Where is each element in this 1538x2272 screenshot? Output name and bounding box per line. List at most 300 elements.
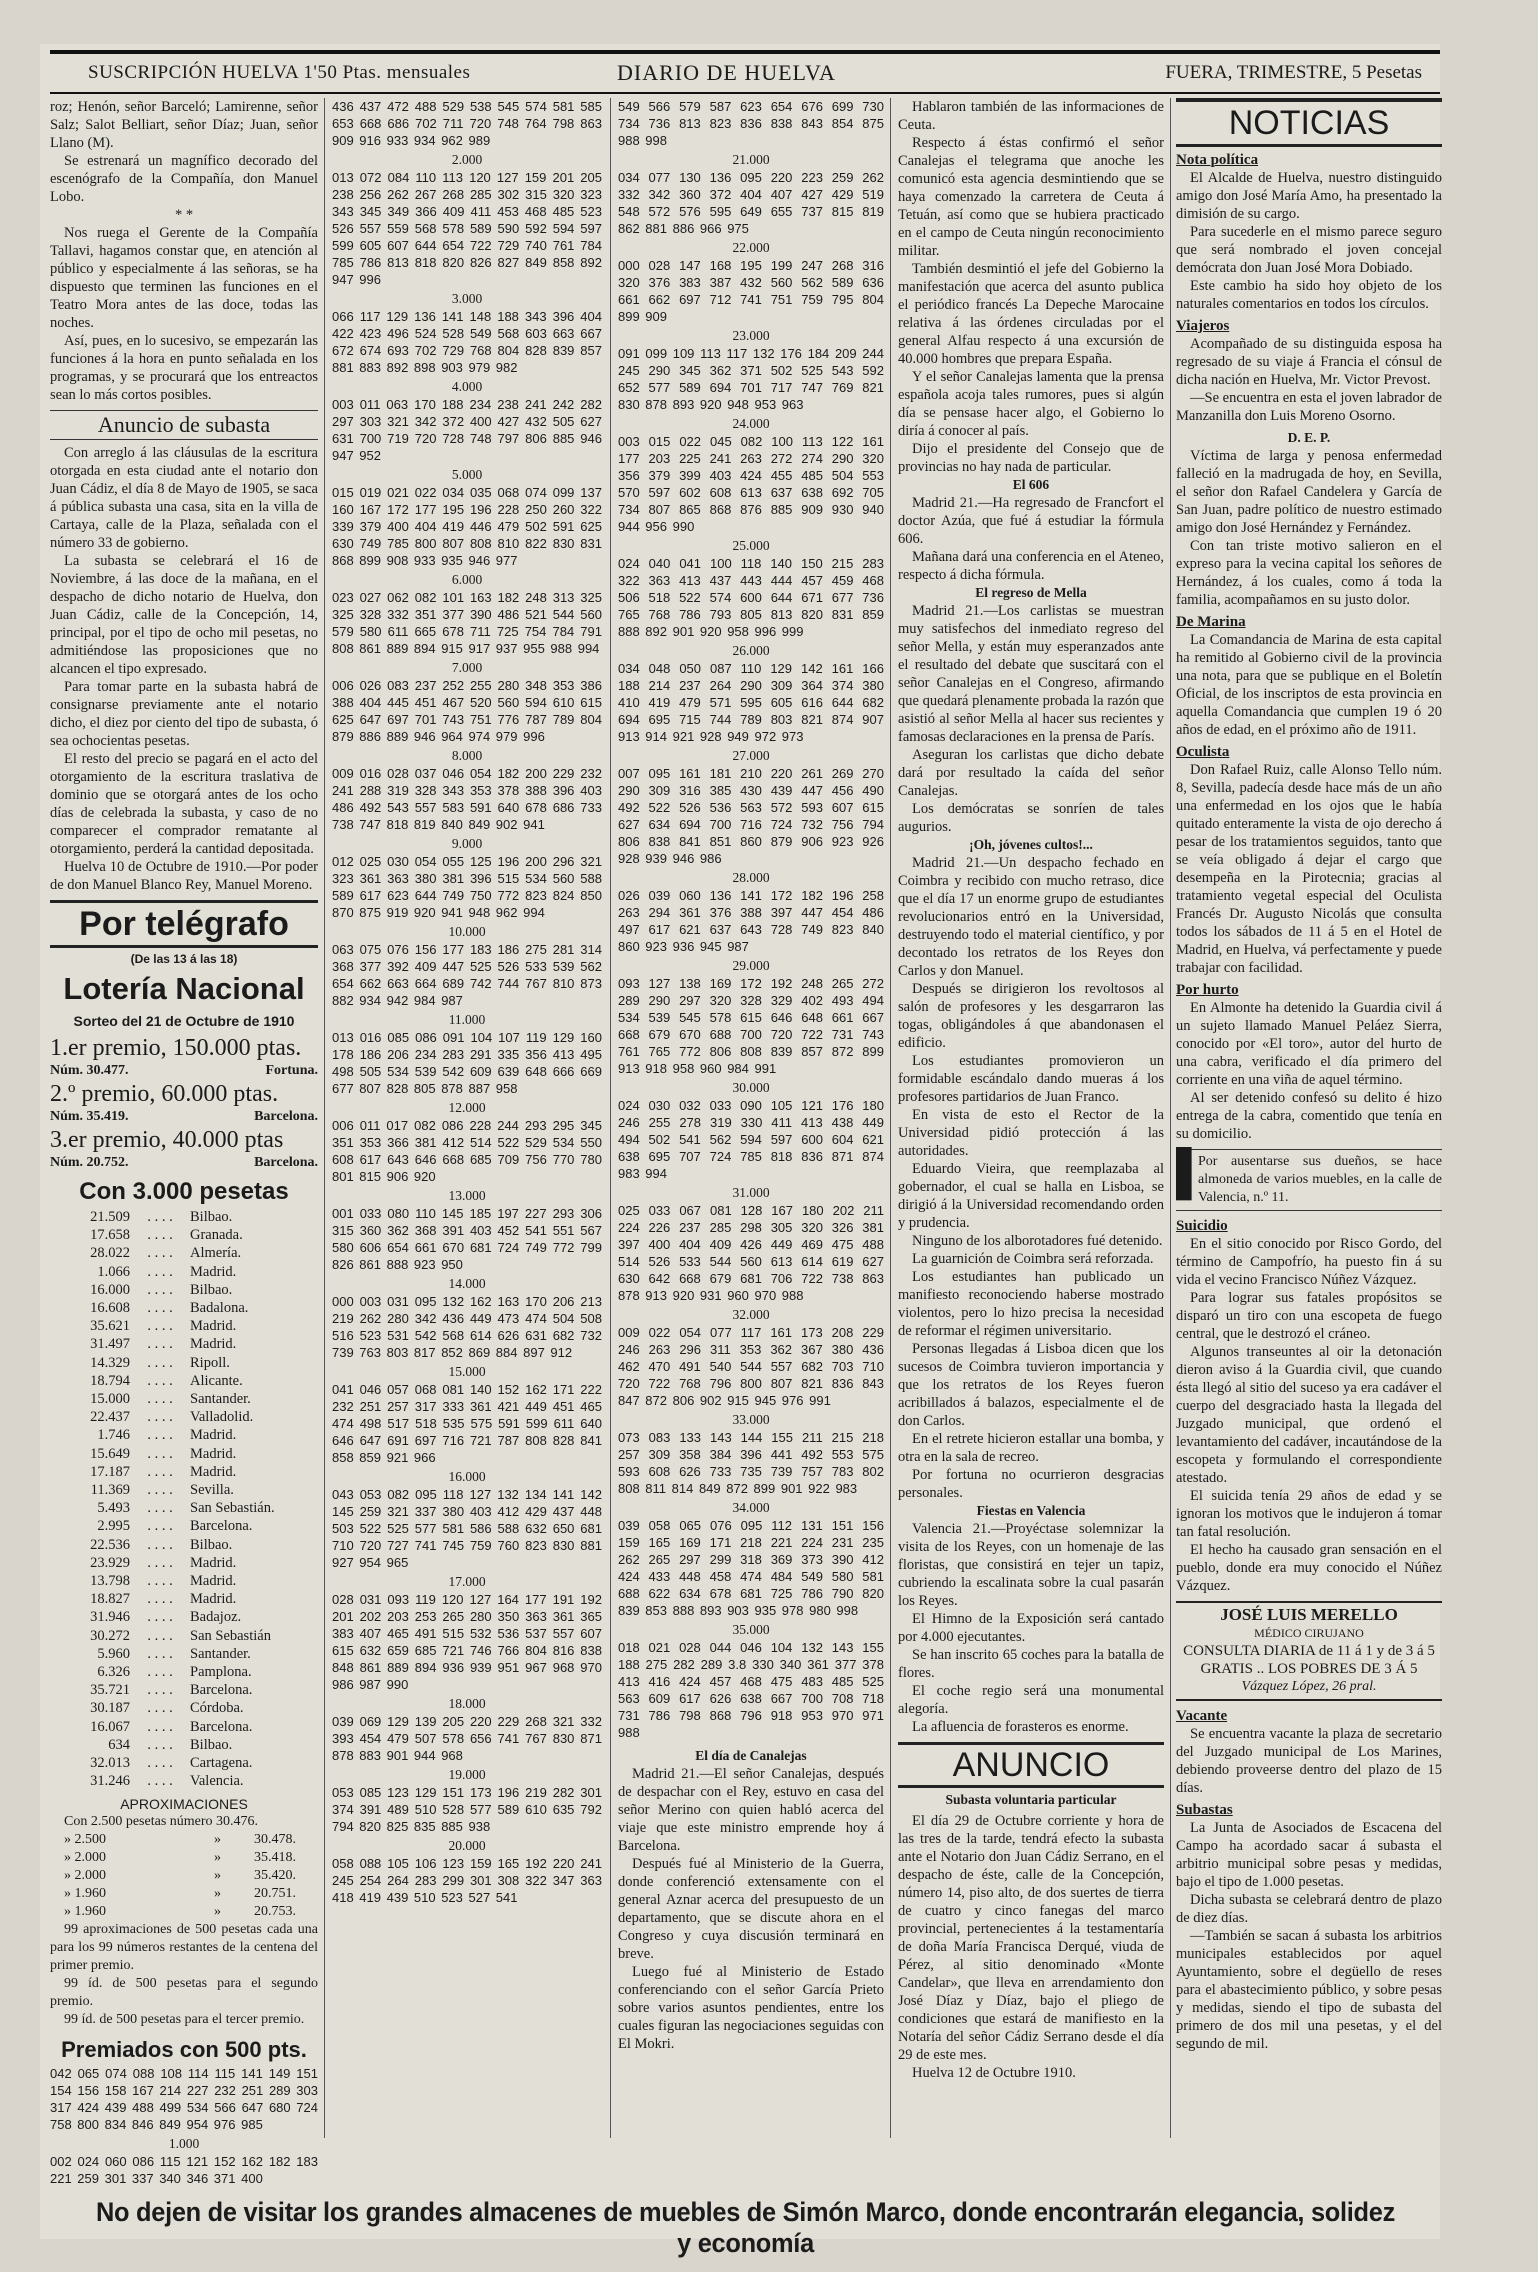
aprox-number: 30.478. [254,1831,296,1847]
winner-number: 2.995 [97,1518,130,1535]
almoneda-notice [1176,1149,1442,1211]
leader-dots: . . . . [147,1354,173,1371]
number-block: 024 030 032 033 090 105 121 176 180 246 255 278 319 330 411 413 438 449 494 502 541 562 594 597 600 604 621 638 695 707 724 785 818 836 871 874 983 994 [618,1098,884,1181]
paragraph: El coche regio será una monumental alegoría. [898,1683,1164,1717]
paragraph: Eduardo Vieira, que reemplazaba al gobernador, el cual se halla en Lisboa, se dirigió á la Universidad recomendando orden y prudencia. [898,1161,1164,1231]
leader-dots: . . . . [147,1591,173,1608]
mella-heading: El regreso de Mella [975,585,1087,600]
column-3 [618,98,884,2138]
doctor-hours: CONSULTA DIARIA de 11 á 1 y de 3 á 5 [1183,1643,1435,1659]
winner-number: 28.022 [90,1245,130,1262]
winner-row [50,1354,318,1372]
thousand-heading: 21.000 [732,152,770,167]
winner-place: Madrid. [190,1427,237,1444]
winner-row [50,1663,318,1681]
paragraph: Para tomar parte en la subasta habrá de consignarse previamente ante el notario dicho, el diez por ciento del tipo de subasta, ó sea ochocientas pesetas. [50,679,318,749]
news-heading: Subastas [1176,1802,1233,1818]
winner-place: Madrid. [190,1263,237,1280]
winner-place: Cartagena. [190,1755,253,1772]
thousand-heading: 25.000 [732,538,770,553]
winner-number: 31.497 [90,1336,130,1353]
number-block: 007 095 161 181 210 220 261 269 270 290 309 316 385 430 439 447 456 490 492 522 526 536 563 572 593 607 615 627 634 694 700 716 724 732 756 794 806 838 841 851 860 879 906 923 926 928 939 946 986 [618,766,884,866]
thousand-heading: 14.000 [448,1276,486,1291]
loteria-heading: Lotería Nacional [63,971,305,1006]
leader-dots: . . . . [147,1227,173,1244]
aprox-number: 35.420. [254,1867,296,1883]
winner-row [50,1372,318,1390]
paragraph: Víctima de larga y penosa enfermedad falleció en la madrugada de hoy, en Sevilla, el señor don Rafael Candelera y García de San Juan, padre político de nuestro estimado amigo don José Hernández y Fernández. [1176,448,1442,536]
winner-row [50,1299,318,1317]
subscription-local: SUSCRIPCIÓN HUELVA 1'50 Ptas. mensuales [88,62,471,83]
winner-place: Barcelona. [190,1682,253,1699]
606-article [898,494,1164,584]
number-block: 039 069 129 139 205 220 229 268 321 332 393 454 479 507 578 656 741 767 830 871 878 883 901 944 968 [332,1714,602,1763]
paragraph: El Alcalde de Huelva, nuestro distinguido amigo don José María Amo, ha presentado la dimisión de su cargo. [1176,170,1442,222]
prize-title: 3.er premio, 40.000 ptas [50,1127,284,1153]
winner-place: Madrid. [190,1445,237,1462]
winner-row [50,1645,318,1663]
number-block: 012 025 030 054 055 125 196 200 296 321 323 361 363 380 381 396 515 534 560 588 589 617 623 644 749 750 772 823 824 850 870 875 919 920 941 948 962 994 [332,854,602,920]
winner-place: Bilbao. [190,1281,233,1298]
premiados-numbers: 002 024 060 086 115 121 152 162 182 183 221 259 301 337 340 346 371 400 [50,2153,318,2186]
winner-place: Madrid. [190,1336,237,1353]
thousand-heading: 32.000 [732,1307,770,1322]
number-block: 013 016 085 086 091 104 107 119 129 160 178 186 206 234 283 291 335 356 413 495 498 505 534 539 542 609 639 648 666 669 677 807 828 805 878 887 958 [332,1030,602,1096]
leader-dots: . . . . [147,1336,173,1353]
leader-dots: . . . . [147,1736,173,1753]
number-block: 024 040 041 100 118 140 150 215 283 322 363 413 437 443 444 457 459 468 506 518 522 574 600 644 671 677 736 765 768 786 793 805 813 820 831 859 888 892 901 920 958 996 999 [618,556,884,639]
number-block: 000 003 031 095 132 162 163 170 206 213 219 262 280 342 436 449 473 474 504 508 516 523 531 542 568 614 626 631 682 732 739 763 803 817 852 869 884 897 912 [332,1294,602,1360]
winner-row [50,1572,318,1590]
leader-dots: . . . . [147,1627,173,1644]
paragraph: Por fortuna no ocurrieron desgracias personales. [898,1467,1164,1501]
leader-dots: . . . . [147,1318,173,1335]
number-block: 028 031 093 119 120 127 164 177 191 192 201 202 203 253 265 280 350 363 361 365 383 407 465 491 515 532 536 537 557 607 615 632 659 685 721 746 766 804 816 838 848 861 889 894 936 939 951 967 968 970 986 987 990 [332,1592,602,1692]
leader-dots: . . . . [147,1773,173,1790]
paragraph: Respecto á éstas confirmó el señor Canalejas el telegrama que anoche les comunicó esta agencia desmintiendo que se haya comenzado la carretera de Ceuta á Tetuán, así como que se hubiera practicado en el campo de Ceuta ningún reconocimiento militar. [898,135,1164,259]
winner-row [50,1699,318,1717]
number-block: 003 015 022 045 082 100 113 122 161 177 203 225 241 263 272 274 290 320 356 379 399 403 424 455 485 504 553 570 597 602 608 613 637 638 692 705 734 807 865 868 876 885 909 930 940 944 956 990 [618,434,884,534]
thousand-heading: 33.000 [732,1412,770,1427]
aprox-number: 20.753. [254,1903,296,1919]
606-heading: El 606 [1012,477,1050,492]
winner-row [50,1627,318,1645]
aprox-amount: » 1.960 [64,1903,106,1919]
thousand-heading: 29.000 [732,958,770,973]
doctor-ad [1176,1601,1442,1701]
leader-dots: . . . . [147,1372,173,1389]
paragraph: —Se encuentra en esta el joven labrador de Manzanilla don Luis Moreno Osorno. [1176,390,1442,424]
aprox-list [50,1831,318,1921]
aprox-intro: Con 2.500 pesetas número 30.476. [64,1813,259,1829]
winner-place: Madrid. [190,1591,237,1608]
paragraph: El resto del precio se pagará en el acto del otorgamiento de la escritura traslativa de dominio que se otorgará antes de los ocho días de celebrada la subasta, y caso de no comparecer el comprador rematante al otorgamiento, perderá la cantidad depositada. [50,751,318,857]
prize-row [50,1154,318,1172]
leader-dots: . . . . [147,1300,173,1317]
leader-dots: . . . . [147,1263,173,1280]
leader-dots: . . . . [147,1482,173,1499]
thousand-heading: 30.000 [732,1080,770,1095]
winner-row [50,1463,318,1481]
winner-row [50,1681,318,1699]
news-heading: Nota política [1176,152,1259,168]
winner-place: Badalona. [190,1300,249,1317]
winner-place: Barcelona. [190,1718,253,1735]
jovenes-heading: ¡Oh, jóvenes cultos!... [969,837,1093,852]
ceuta-article [898,98,1164,476]
thousand-heading: 16.000 [448,1469,486,1484]
winner-row [50,1408,318,1426]
paragraph: La subasta se celebrará el 16 de Noviembre, á las doce de la mañana, en el despacho de dicho notario de Huelva, don Juan Cádiz, calle de la Concepción, 14, principal, por el tipo de ocho mil pesetas, no admitiéndose las proposiciones que no alcancen el tipo expresado. [50,553,318,677]
subasta-notice [50,444,318,894]
prize-title: 1.er premio, 150.000 ptas. [50,1035,302,1061]
winner-number: 6.326 [97,1664,130,1681]
paragraph: Luego fué al Ministerio de Estado conferenciando con el señor García Prieto sobre varios asuntos pendientes, entre los cuales figuran las negociaciones seguidas con El Mokri. [618,1964,884,2052]
canalejas-heading: El día de Canalejas [695,1748,807,1763]
number-block: 015 019 021 022 034 035 068 074 099 137 160 167 172 177 195 196 228 250 260 322 339 379 400 404 419 446 479 502 591 625 630 749 785 800 807 808 810 822 830 831 868 899 908 933 935 946 977 [332,485,602,568]
paragraph: La Comandancia de Marina de esta capital ha remitido al Gobierno civil de la provincia una nota, para que se publique en el Boletín Oficial, de los inscriptos de esta provincia en aquella Comandancia que cumplen 19 ó 20 años de edad, en el próximo año de 1911. [1176,632,1442,738]
paragraph: Para sucederle en el mismo parece seguro que será nombrado el joven concejal demócrata don Juan José Mora Dobiado. [1176,224,1442,276]
thousand-heading: 11.000 [448,1012,486,1027]
paragraph: La Junta de Asociados de Escacena del Campo ha acordado sacar á subasta el arbitrio municipal sobre pesas y medidas, bajo el tipo de 1.000 pesetas. [1176,1820,1442,1890]
winner-number: 30.272 [90,1627,130,1644]
leader-dots: . . . . [147,1391,173,1408]
number-block: 066 117 129 136 141 148 188 343 396 404 422 423 496 524 528 549 568 603 663 667 672 674 693 702 729 768 804 828 839 857 881 883 892 898 903 979 982 [332,309,602,375]
aprox-heading: APROXIMACIONES [120,1795,248,1812]
winner-number: 1.066 [97,1263,130,1280]
doctor-address: Vázquez López, 26 pral. [1241,1679,1377,1694]
thousand-heading: 12.000 [448,1100,486,1115]
column-2-lottery-numbers [332,98,602,2138]
winner-number: 18.827 [90,1591,130,1608]
number-block: 013 072 084 110 113 120 127 159 201 205 238 256 262 267 268 285 302 315 320 323 343 345 349 366 409 411 453 468 485 523 526 557 559 568 578 589 590 592 594 597 599 605 607 644 654 722 729 740 761 784 785 786 813 818 820 826 827 849 858 892 947 996 [332,170,602,287]
number-block: 006 011 017 082 086 228 244 293 295 345 351 353 366 381 412 514 522 529 534 550 608 617 643 646 668 685 709 756 770 780 801 815 906 920 [332,1118,602,1184]
leader-dots: . . . . [147,1518,173,1535]
winner-place: Sevilla. [190,1482,234,1499]
paragraph: Don Rafael Ruiz, calle Alonso Tello núm. 8, Sevilla, padecía desde hace más de un año una enfermedad en los ojos que le había quitado enteramente la vista de ojo derecho á pesar de los tratamientos seguidos, tanto que se veía obligado á dejar el cargo que desempeña en la Pirotecnia; gracias al tratamiento vegetal especial del Oculista Francés Dr. Augusto Nicolás que consulta todos los sábados de 11 á 5 en el Hotel de Madrid, en Huelva, vá perfectamente y puede trabajar con facilidad. [1176,762,1442,976]
aprox-amount: » 1.960 [64,1885,106,1901]
con-3000-heading: Con 3.000 pesetas [79,1178,289,1205]
number-block: 034 077 130 136 095 220 223 259 262 332 342 360 372 404 407 427 429 519 548 572 576 595 649 655 737 815 819 862 881 886 966 975 [618,170,884,236]
prize-place: Barcelona. [254,1109,318,1124]
winner-row [50,1608,318,1626]
paragraph: Nos ruega el Gerente de la Compañía Tallavi, hagamos constar que, en atención al público y especialmente á las señoras, se ha dispuesto que terminen las funciones en el Teatro Mora antes de las doce, todas las noches. [50,225,318,331]
winner-place: Córdoba. [190,1700,244,1717]
winner-place: Valladolid. [190,1409,254,1426]
winner-place: Barcelona. [190,1518,253,1535]
telegrafo-hours: (De las 13 á las 18) [130,952,238,966]
paragraph: El hecho ha causado gran sensación en el pueblo, donde era muy conocido el Núñez Vázquez. [1176,1542,1442,1594]
winner-row [50,1736,318,1754]
winner-row [50,1244,318,1262]
subasta-heading: Anuncio de subasta [50,410,318,440]
thousand-heading: 19.000 [448,1767,486,1782]
number-block: 023 027 062 082 101 163 182 248 313 325 325 328 332 351 377 390 486 521 544 560 579 580 611 665 678 711 725 754 784 791 808 861 889 894 915 917 937 955 988 994 [332,590,602,656]
winner-number: 30.187 [90,1700,130,1717]
column-rule [324,98,325,2138]
paragraph: El suicida tenía 29 años de edad y se ignoran los motivos que le indujeron á tomar tan fatal resolución. [1176,1488,1442,1540]
prize-place: Barcelona. [254,1155,318,1170]
prize-number: Núm. 20.752. [50,1155,129,1170]
thousand-heading: 27.000 [732,748,770,763]
thousand-heading: 18.000 [448,1696,486,1711]
leader-dots: . . . . [147,1409,173,1426]
paragraph: —También se sacan á subasta los arbitrios municipales establecidos por aquel Ayuntamiento, sobre el degüello de reses para el abastecimiento público, y sobre pesas y medidas, siendo el tipo de subasta del primero de dos mil una pesetas, y el del segundo de mil. [1176,1928,1442,2052]
news-items [1176,1707,1442,2053]
leader-dots: . . . . [147,1645,173,1662]
winner-number: 21.509 [90,1209,130,1225]
premiados-500-heading: Premiados con 500 pts. [61,2036,307,2062]
number-block: 039 058 065 076 095 112 131 151 156 159 165 169 171 218 221 224 231 235 262 265 297 299 318 369 373 390 412 424 433 448 458 474 484 549 580 581 688 622 634 678 681 725 786 790 820 839 853 888 893 903 935 978 980 998 [618,1518,884,1618]
winner-number: 634 [108,1736,130,1753]
news-heading: Suicidio [1176,1218,1228,1234]
aprox-number: 20.751. [254,1885,296,1901]
paragraph: Con tan triste motivo salieron en el expreso para la vecina capital los señores de Hernández, á los cuales, como á toda la familia, acompañamos en su justo dolor. [1176,538,1442,608]
paragraph: El día 29 de Octubre corriente y hora de las tres de la tarde, tendrá efecto la subasta ante el Notario don Juan Cádiz Serrano, en el despacho de éste, calle de la Concepción, número 14, piso alto, de dos suertes de tierra de cuatro y cinco fanegas del marco provincial, pertenecientes á la testamentaría de doña María Francisca Derqué, viuda de Pérez, al sitio denominado «Monte Candelar», que lleva en arrendamiento don José Díaz y Díaz, bajo el pliego de condiciones que estará de manifiesto en la Notaría del señor Cádiz Serrano desde el día 29 de este mes. [898,1813,1164,2063]
winner-place: Pamplona. [190,1664,252,1681]
number-block: 073 083 133 143 144 155 211 215 218 257 309 358 384 396 441 492 553 575 593 608 626 733 735 739 757 783 802 808 811 814 849 872 899 901 922 983 [618,1430,884,1496]
winner-number: 35.621 [90,1318,130,1335]
winner-row [50,1335,318,1353]
paragraph: En vista de esto el Rector de la Universidad pidió protección á las autoridades. [898,1107,1164,1159]
winner-place: Madrid. [190,1463,237,1480]
winner-row [50,1590,318,1608]
paragraph: Valencia 21.—Proyéctase solemnizar la visita de los Reyes, con un homenaje de las floristas, que consistirá en tejer un tapiz, cubriendo la escalinata sobre la cual pasarán los Reyes. [898,1521,1164,1609]
winner-row [50,1226,318,1244]
winner-place: Santander. [190,1391,251,1408]
news-heading: D. E. P. [1287,430,1331,445]
winner-row [50,1481,318,1499]
aprox-number: 35.418. [254,1849,296,1865]
paragraph: Ninguno de los alborotadores fué detenido. [912,1233,1163,1249]
number-block: 091 099 109 113 117 132 176 184 209 244 245 290 345 362 371 502 525 543 592 652 577 589 694 701 717 747 769 821 830 878 893 920 948 953 963 [618,346,884,412]
masthead [50,50,1440,94]
prize-number: Núm. 35.419. [50,1109,129,1124]
winner-number: 18.794 [90,1372,130,1389]
noticias-heading: NOTICIAS [1228,104,1390,142]
thousand-heading: 17.000 [448,1574,486,1589]
coimbra-article [898,854,1164,1502]
prize-row [50,1062,318,1080]
thousand-heading: 3.000 [451,291,483,306]
winner-row [50,1772,318,1790]
valencia-heading: Fiestas en Valencia [976,1503,1086,1518]
winners-list [50,1208,318,1791]
aprox-row [50,1867,318,1885]
winner-place: San Sebastián. [190,1500,275,1517]
winner-number: 31.946 [90,1609,130,1626]
winner-number: 22.437 [90,1409,130,1426]
subasta-voluntaria-heading: Subasta voluntaria particular [945,1792,1117,1807]
paragraph: Este cambio ha sido hoy objeto de los naturales comentarios en todos los círculos. [1176,278,1442,312]
thousand-heading: 6.000 [451,572,483,587]
winner-number: 14.329 [90,1354,130,1371]
doctor-title: MÉDICO CIRUJANO [1254,1626,1364,1640]
winner-number: 32.013 [90,1755,130,1772]
number-block: 034 048 050 087 110 129 142 161 166 188 214 237 264 290 309 364 374 380 410 419 479 571 595 605 616 644 682 694 695 715 744 789 803 821 874 907 913 914 921 928 949 972 973 [618,661,884,744]
mella-article [898,602,1164,836]
winner-place: Badajoz. [190,1609,242,1626]
sorteo-date: Sorteo del 21 de Octubre de 1910 [73,1013,295,1029]
paragraph: Madrid 21.—Ha regresado de Francfort el doctor Azúa, que fué á estudiar la fórmula 606. [898,495,1164,547]
winner-place: Ripoll. [190,1354,230,1371]
paragraph: Se han inscrito 65 coches para la batalla de flores. [898,1647,1164,1681]
leader-dots: . . . . [147,1682,173,1699]
doctor-name: JOSÉ LUIS MERELLO [1220,1605,1398,1624]
aprox-note: 99 íd. de 500 pesetas para el segundo premio. [50,1975,318,2009]
winner-place: Almería. [190,1245,242,1262]
winner-number: 35.721 [90,1682,130,1699]
number-block: 043 053 082 095 118 127 132 134 141 142 145 259 321 337 380 403 412 429 437 448 503 522 525 577 581 586 588 632 650 681 710 720 727 741 745 759 760 823 830 881 927 954 965 [332,1487,602,1570]
leader-dots: . . . . [147,1664,173,1681]
number-block: 549 566 579 587 623 654 676 699 730 734 736 813 823 836 838 843 854 875 988 998 [618,99,884,148]
prize-row [50,1108,318,1126]
winner-place: Bilbao. [190,1536,233,1553]
winner-row [50,1517,318,1535]
aprox-note: 99 aproximaciones de 500 pesetas cada una para los 99 números restantes de la centena del primer premio. [50,1921,318,1973]
thousand-heading: 2.000 [451,152,483,167]
news-heading: Vacante [1176,1708,1228,1724]
thousand-heading: 7.000 [451,660,483,675]
leader-dots: . . . . [147,1554,173,1571]
theatre-notes [50,98,318,404]
thousand-heading: 34.000 [732,1500,770,1515]
thousand-heading: 9.000 [451,836,483,851]
thousand-heading: 15.000 [448,1364,486,1379]
aprox-row [50,1885,318,1903]
winner-number: 17.658 [90,1227,130,1244]
paragraph: En Almonte ha detenido la Guardia civil á un sujeto llamado Manuel Peláez Sierra, conocido por «El toro», autor del hurto de una cabra, verificado el día primero del corriente en una viña de aquel término. [1176,1000,1442,1088]
column-5 [1176,98,1442,2138]
aprox-amount: » 2.000 [64,1849,106,1865]
aprox-ditto: » [214,1831,221,1847]
winner-place: Alicante. [190,1372,243,1389]
valencia-article [898,1520,1164,1736]
paragraph: Hablaron también de las informaciones de Ceuta. [898,99,1164,133]
winner-place: Granada. [190,1227,243,1244]
thousand-heading: 13.000 [448,1188,486,1203]
winner-number: 11.369 [90,1482,130,1499]
winner-number: 23.929 [90,1554,130,1571]
thousand-heading: 1.000 [168,2135,200,2151]
news-heading: De Marina [1176,614,1246,630]
canalejas-article [618,1765,884,2053]
aprox-amount: » 2.500 [64,1831,106,1847]
number-block: 000 028 147 168 195 199 247 268 316 320 376 383 387 432 560 562 589 636 661 662 697 712 741 751 759 795 804 899 909 [618,258,884,324]
leader-dots: . . . . [147,1427,173,1444]
paragraph: Después fué al Ministerio de la Guerra, donde conferenció extensamente con el general Aznar acerca del presupuesto de un departamento, que se discute ahora en el Congreso y cuya discusión terminará en breve. [618,1856,884,1962]
paragraph: Con arreglo á las cláusulas de la escritura otorgada en esta ciudad ante el notario don Juan Cádiz, el día 8 de Mayo de 1905, se saca á pública subasta una casa, sita en la villa de Cartaya, calle de la Plaza, señalada con el número 33 de gobierno. [50,445,318,551]
leader-dots: . . . . [147,1609,173,1626]
aprox-ditto: » [214,1849,221,1865]
aprox-row [50,1831,318,1849]
winner-place: Bilbao. [190,1209,233,1225]
winner-number: 5.960 [97,1645,130,1662]
winner-row [50,1718,318,1736]
thousand-heading: 23.000 [732,328,770,343]
number-block: 053 085 123 129 151 173 196 219 282 301 374 391 489 510 528 577 589 610 635 792 794 820 825 835 885 938 [332,1785,602,1834]
column-rule [610,98,611,2138]
leader-dots: . . . . [147,1573,173,1590]
winner-number: 15.000 [90,1391,130,1408]
paragraph: En el retrete hicieron estallar una bomba, y otra en la sala de recreo. [898,1431,1164,1465]
prize-list [50,1034,318,1172]
winner-place: Madrid. [190,1573,237,1590]
paragraph: Huelva 10 de Octubre de 1910.—Por poder de don Manuel Blanco Rey, Manuel Moreno. [50,859,318,893]
thousand-heading: 4.000 [451,379,483,394]
thousand-heading: 5.000 [451,467,483,482]
winner-row [50,1426,318,1444]
paragraph: La afluencia de forasteros es enorme. [912,1719,1129,1735]
paragraph: Al ser detenido confesó su delito é hizo entrega de la cabra, comentido que tenía en su domicilio. [1176,1090,1442,1142]
thousand-heading: 24.000 [732,416,770,431]
thousand-heading: 10.000 [448,924,486,939]
aprox-ditto: » [214,1885,221,1901]
winner-place: Madrid. [190,1318,237,1335]
leader-dots: . . . . [147,1463,173,1480]
furniture-store-ad: No dejen de visitar los grandes almacenes de muebles de Simón Marco, donde encontrarán elegancia, solidez y economía [95,2197,1396,2258]
paragraph: Dijo el presidente del Consejo que de provincias no hay nada de particular. [898,441,1164,475]
paragraph: Mañana dará una conferencia en el Ateneo, respecto á dicha fórmula. [898,549,1164,583]
winner-place: Valencia. [190,1773,244,1790]
paragraph: Acompañado de su distinguida esposa ha regresado de su viaje á Francia el cónsul de dicha nación en Huelva, Mr. Victor Prevost. [1176,336,1442,388]
leader-dots: . . . . [147,1755,173,1772]
winner-row [50,1208,318,1226]
paragraph: La guarnición de Coimbra será reforzada. [912,1251,1154,1267]
paragraph: * * [174,207,194,223]
lottery-numbers [618,98,884,1741]
number-block: 018 021 028 044 046 104 132 143 155 188 275 282 289 3.8 330 340 361 377 378 413 416 424 457 468 475 483 485 525 563 609 617 626 638 667 700 708 718 731 786 798 868 796 918 953 970 971 988 [618,1640,884,1740]
thousand-heading: 35.000 [732,1622,770,1637]
paragraph: El Himno de la Exposición será cantado por 4.000 ejecutantes. [898,1611,1164,1645]
news-items [1176,151,1442,1143]
leader-dots: . . . . [147,1445,173,1462]
aprox-amount: » 2.000 [64,1867,106,1883]
paragraph: Personas llegadas á Lisboa dicen que los sucesos de Coimbra tuvieron importancia y que los retratos de los Reyes fueron acribillados á balazos, especialmente el de don Carlos. [898,1341,1164,1429]
winner-number: 17.187 [90,1463,130,1480]
leader-dots: . . . . [147,1281,173,1298]
paragraph: Se encuentra vacante la plaza de secretario del Juzgado municipal de Los Marines, debiendo proveerse dentro del plazo de 15 días. [1176,1726,1442,1796]
leader-dots: . . . . [147,1500,173,1517]
number-block: 025 033 067 081 128 167 180 202 211 224 226 237 285 298 305 320 326 381 397 400 404 409 426 449 469 475 488 514 526 533 544 560 613 614 619 627 630 642 668 679 681 706 722 738 863 878 913 920 931 960 970 988 [618,1203,884,1303]
subscription-outside: FUERA, TRIMESTRE, 5 Pesetas [1165,62,1422,83]
winner-number: 31.246 [90,1773,130,1790]
winner-row [50,1499,318,1517]
paragraph: Huelva 12 de Octubre 1910. [912,2065,1076,2081]
news-items [1176,1217,1442,1595]
paragraph: Los demócratas se sonríen de tales augurios. [898,801,1164,835]
column-1 [50,98,318,2186]
leader-dots: . . . . [147,1700,173,1717]
number-block: 026 039 060 136 141 172 182 196 258 263 294 361 376 388 397 447 454 486 497 617 621 637 643 728 749 823 840 860 923 936 945 987 [618,888,884,954]
number-block: 003 011 063 170 188 234 238 241 242 282 297 303 321 342 372 400 427 432 505 627 631 700 719 720 728 748 797 806 885 946 947 952 [332,397,602,463]
paragraph: Dicha subasta se celebrará dentro de plazo de diez días. [1176,1892,1442,1926]
winner-row [50,1263,318,1281]
premiados-numbers: 042 065 074 088 108 114 115 141 149 151 154 156 158 167 214 227 232 251 289 303 317 424 439 488 499 534 566 647 680 724 758 800 834 846 849 954 976 985 [50,2065,318,2132]
paragraph: También desmintió el jefe del Gobierno la manifestación que acerca del asunto publica el periódico francés La Depeche Marocaine relativa á las órdenes circuladas por el general Alfau respecto á una excursión de 40.000 hombres que prepara España. [898,261,1164,367]
prize-title: 2.º premio, 60.000 ptas. [50,1081,279,1107]
thousand-heading: 20.000 [448,1838,486,1853]
paragraph: Los estudiantes promovieron un formidable escándalo dando mueras á los profesores partidarios de Juan Franco. [898,1053,1164,1105]
leader-dots: . . . . [147,1209,173,1225]
anuncio-heading: ANUNCIO [952,1746,1110,1784]
paragraph: Después se dirigieron los revoltosos al salón de profesores y les desgarraron las togas, obligándoles á que abandonasen el edificio. [898,981,1164,1051]
number-block: 436 437 472 488 529 538 545 574 581 585 653 668 686 702 711 720 748 764 798 863 909 916 933 934 962 989 [332,99,602,148]
winner-number: 1.746 [97,1427,130,1444]
thousand-heading: 31.000 [732,1185,770,1200]
thousand-heading: 8.000 [451,748,483,763]
number-block: 063 075 076 156 177 183 186 275 281 314 368 377 392 409 447 525 526 533 539 562 654 662 663 664 689 742 744 767 810 873 882 934 942 984 987 [332,942,602,1008]
